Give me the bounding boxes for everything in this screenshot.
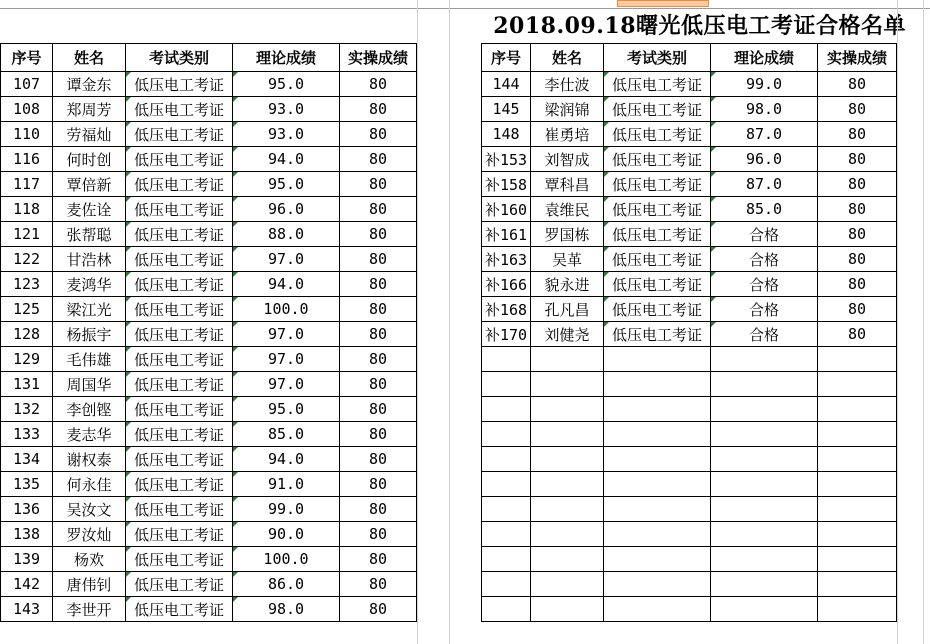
table-row [1, 572, 417, 597]
cell-theory[interactable]: 86.0 [233, 572, 340, 597]
empty-cell[interactable] [482, 497, 531, 522]
cell-no[interactable]: 补168 [482, 297, 531, 322]
empty-cell[interactable] [531, 522, 604, 547]
roster-table-right [481, 43, 897, 622]
cell-name[interactable]: 罗国栋 [531, 222, 604, 247]
cell-practice[interactable]: 80 [340, 247, 417, 272]
table-row [1, 472, 417, 497]
cell-category[interactable]: 低压电工考证 [126, 147, 233, 172]
cell-category[interactable]: 低压电工考证 [604, 122, 711, 147]
cell-practice[interactable]: 80 [340, 97, 417, 122]
cell-theory[interactable]: 93.0 [233, 122, 340, 147]
empty-row [482, 397, 897, 422]
empty-cell[interactable] [711, 422, 818, 447]
header-category[interactable]: 考试类别 [126, 44, 233, 72]
empty-cell[interactable] [818, 372, 897, 397]
empty-cell[interactable] [604, 522, 711, 547]
cell-category[interactable]: 低压电工考证 [126, 322, 233, 347]
cell-practice[interactable]: 80 [340, 572, 417, 597]
cell-category[interactable]: 低压电工考证 [126, 122, 233, 147]
header-row [482, 44, 897, 72]
table-row [1, 372, 417, 397]
cell-theory[interactable]: 90.0 [233, 522, 340, 547]
empty-cell[interactable] [531, 547, 604, 572]
empty-cell[interactable] [482, 347, 531, 372]
cell-theory[interactable]: 85.0 [711, 197, 818, 222]
cell-name[interactable]: 甘浩林 [53, 247, 126, 272]
table-row [1, 347, 417, 372]
cell-category[interactable]: 低压电工考证 [126, 572, 233, 597]
cell-category[interactable]: 低压电工考证 [126, 372, 233, 397]
cell-practice[interactable]: 80 [340, 122, 417, 147]
cell-no[interactable]: 116 [1, 147, 53, 172]
cell-practice[interactable]: 80 [340, 397, 417, 422]
cell-theory[interactable]: 88.0 [233, 222, 340, 247]
empty-cell[interactable] [482, 597, 531, 622]
cell-practice[interactable]: 80 [340, 372, 417, 397]
cell-category[interactable]: 低压电工考证 [604, 272, 711, 297]
cell-name[interactable]: 何时创 [53, 147, 126, 172]
cell-category[interactable]: 低压电工考证 [604, 147, 711, 172]
cell-theory[interactable]: 97.0 [233, 322, 340, 347]
cell-theory[interactable]: 96.0 [233, 197, 340, 222]
empty-cell[interactable] [482, 522, 531, 547]
cell-category[interactable]: 低压电工考证 [126, 422, 233, 447]
sheet-title: 2018.09.18曙光低压电工考证合格名单 [493, 13, 906, 39]
empty-cell[interactable] [604, 372, 711, 397]
cell-category[interactable]: 低压电工考证 [126, 347, 233, 372]
cell-no[interactable]: 补153 [482, 147, 531, 172]
cell-name[interactable]: 刘智成 [531, 147, 604, 172]
cell-name[interactable]: 梁润锦 [531, 97, 604, 122]
cell-practice[interactable]: 80 [340, 472, 417, 497]
table-row [1, 272, 417, 297]
empty-cell[interactable] [711, 572, 818, 597]
cell-name[interactable]: 毛伟雄 [53, 347, 126, 372]
empty-row [482, 497, 897, 522]
cell-name[interactable]: 杨振宇 [53, 322, 126, 347]
empty-cell[interactable] [711, 397, 818, 422]
cell-practice[interactable]: 80 [340, 547, 417, 572]
cell-theory[interactable]: 99.0 [711, 72, 818, 97]
empty-cell[interactable] [531, 422, 604, 447]
header-practice[interactable]: 实操成绩 [818, 44, 897, 72]
empty-cell[interactable] [818, 597, 897, 622]
cell-category[interactable]: 低压电工考证 [126, 547, 233, 572]
cell-practice[interactable]: 80 [818, 222, 897, 247]
empty-cell[interactable] [531, 472, 604, 497]
cell-no[interactable]: 补160 [482, 197, 531, 222]
cell-name[interactable]: 袁维民 [531, 197, 604, 222]
cell-category[interactable]: 低压电工考证 [126, 247, 233, 272]
empty-cell[interactable] [482, 572, 531, 597]
cell-theory[interactable]: 96.0 [711, 147, 818, 172]
cell-practice[interactable]: 80 [818, 322, 897, 347]
cell-no[interactable]: 148 [482, 122, 531, 147]
table-row [482, 272, 897, 297]
empty-cell[interactable] [531, 572, 604, 597]
cell-no[interactable]: 134 [1, 447, 53, 472]
cell-no[interactable]: 补158 [482, 172, 531, 197]
cell-name[interactable]: 梁江光 [53, 297, 126, 322]
cell-name[interactable]: 吴汝文 [53, 497, 126, 522]
table-row [1, 247, 417, 272]
cell-practice[interactable]: 80 [818, 197, 897, 222]
cell-practice[interactable]: 80 [340, 597, 417, 622]
empty-cell[interactable] [482, 397, 531, 422]
cell-name[interactable]: 谢权泰 [53, 447, 126, 472]
empty-cell[interactable] [711, 522, 818, 547]
cell-no[interactable]: 139 [1, 547, 53, 572]
table-row [482, 222, 897, 247]
empty-row [482, 522, 897, 547]
cell-no[interactable]: 117 [1, 172, 53, 197]
cell-no[interactable]: 144 [482, 72, 531, 97]
cell-no[interactable]: 145 [482, 97, 531, 122]
cell-theory[interactable]: 95.0 [233, 172, 340, 197]
cell-name[interactable]: 杨欢 [53, 547, 126, 572]
cell-category[interactable]: 低压电工考证 [126, 522, 233, 547]
cell-no[interactable]: 107 [1, 72, 53, 97]
table-row [1, 147, 417, 172]
cell-category[interactable]: 低压电工考证 [126, 297, 233, 322]
empty-cell[interactable] [604, 547, 711, 572]
empty-cell[interactable] [604, 597, 711, 622]
cell-name[interactable]: 唐伟钊 [53, 572, 126, 597]
cell-theory[interactable]: 87.0 [711, 122, 818, 147]
empty-cell[interactable] [818, 572, 897, 597]
cell-practice[interactable]: 80 [340, 422, 417, 447]
cell-practice[interactable]: 80 [340, 497, 417, 522]
cell-practice[interactable]: 80 [818, 272, 897, 297]
empty-cell[interactable] [531, 347, 604, 372]
table-row [482, 172, 897, 197]
cell-no[interactable]: 122 [1, 247, 53, 272]
cell-no[interactable]: 110 [1, 122, 53, 147]
empty-cell[interactable] [818, 547, 897, 572]
cell-practice[interactable]: 80 [340, 447, 417, 472]
cell-name[interactable]: 劳福灿 [53, 122, 126, 147]
cell-name[interactable]: 周国华 [53, 372, 126, 397]
cell-theory[interactable]: 合格 [711, 247, 818, 272]
empty-cell[interactable] [711, 447, 818, 472]
cell-theory[interactable]: 97.0 [233, 372, 340, 397]
empty-cell[interactable] [711, 372, 818, 397]
cell-name[interactable]: 何永佳 [53, 472, 126, 497]
empty-cell[interactable] [818, 522, 897, 547]
cell-no[interactable]: 121 [1, 222, 53, 247]
empty-cell[interactable] [604, 397, 711, 422]
table-row [482, 247, 897, 272]
cell-practice[interactable]: 80 [340, 522, 417, 547]
cell-practice[interactable]: 80 [340, 197, 417, 222]
cell-theory[interactable]: 97.0 [233, 347, 340, 372]
table-row [1, 297, 417, 322]
cell-no[interactable]: 136 [1, 497, 53, 522]
cell-theory[interactable]: 100.0 [233, 297, 340, 322]
cell-name[interactable]: 刘健尧 [531, 322, 604, 347]
header-name[interactable]: 姓名 [53, 44, 126, 72]
cell-theory[interactable]: 95.0 [233, 72, 340, 97]
header-row [1, 44, 417, 72]
cell-no[interactable]: 补170 [482, 322, 531, 347]
cell-no[interactable]: 108 [1, 97, 53, 122]
cell-name[interactable]: 李创铿 [53, 397, 126, 422]
cell-theory[interactable]: 85.0 [233, 422, 340, 447]
table-row [1, 597, 417, 622]
cell-category[interactable]: 低压电工考证 [126, 497, 233, 522]
empty-row [482, 547, 897, 572]
cell-practice[interactable]: 80 [340, 222, 417, 247]
cell-category[interactable]: 低压电工考证 [604, 247, 711, 272]
cell-theory[interactable]: 91.0 [233, 472, 340, 497]
cell-practice[interactable]: 80 [818, 72, 897, 97]
table-row [1, 197, 417, 222]
cell-name[interactable]: 貌永进 [531, 272, 604, 297]
table-row [1, 522, 417, 547]
empty-cell[interactable] [711, 347, 818, 372]
empty-cell[interactable] [482, 447, 531, 472]
cell-category[interactable]: 低压电工考证 [604, 197, 711, 222]
table-row [1, 397, 417, 422]
cell-name[interactable]: 罗汝灿 [53, 522, 126, 547]
cell-no[interactable]: 128 [1, 322, 53, 347]
cell-practice[interactable]: 80 [818, 147, 897, 172]
empty-row [482, 472, 897, 497]
table-row [482, 197, 897, 222]
cell-name[interactable]: 李世开 [53, 597, 126, 622]
cell-no[interactable]: 133 [1, 422, 53, 447]
header-theory[interactable]: 理论成绩 [233, 44, 340, 72]
cell-theory[interactable]: 合格 [711, 222, 818, 247]
cell-practice[interactable]: 80 [818, 172, 897, 197]
cell-category[interactable]: 低压电工考证 [126, 172, 233, 197]
cell-theory[interactable]: 95.0 [233, 397, 340, 422]
previous-row-strip [0, 0, 930, 9]
cell-name[interactable]: 张帮聪 [53, 222, 126, 247]
cell-name[interactable]: 麦佐诠 [53, 197, 126, 222]
cell-theory[interactable]: 合格 [711, 297, 818, 322]
gridline [897, 0, 898, 644]
empty-cell[interactable] [711, 497, 818, 522]
empty-cell[interactable] [818, 447, 897, 472]
empty-row [482, 572, 897, 597]
cell-practice[interactable]: 80 [340, 72, 417, 97]
empty-cell[interactable] [818, 497, 897, 522]
table-row [1, 422, 417, 447]
empty-cell[interactable] [604, 572, 711, 597]
table-row [1, 497, 417, 522]
empty-cell[interactable] [604, 347, 711, 372]
cell-no[interactable]: 135 [1, 472, 53, 497]
empty-cell[interactable] [482, 547, 531, 572]
cell-category[interactable]: 低压电工考证 [604, 72, 711, 97]
table-row [1, 322, 417, 347]
table-row [482, 147, 897, 172]
cell-name[interactable]: 麦鸿华 [53, 272, 126, 297]
cell-theory[interactable]: 87.0 [711, 172, 818, 197]
empty-cell[interactable] [482, 472, 531, 497]
cell-no[interactable]: 125 [1, 297, 53, 322]
table-row [1, 447, 417, 472]
cell-category[interactable]: 低压电工考证 [126, 397, 233, 422]
cell-category[interactable]: 低压电工考证 [126, 197, 233, 222]
table-row [1, 172, 417, 197]
empty-cell[interactable] [711, 547, 818, 572]
cell-category[interactable]: 低压电工考证 [126, 597, 233, 622]
cell-name[interactable]: 吴革 [531, 247, 604, 272]
empty-cell[interactable] [604, 472, 711, 497]
cell-practice[interactable]: 80 [340, 322, 417, 347]
empty-cell[interactable] [604, 422, 711, 447]
empty-cell[interactable] [482, 422, 531, 447]
cell-theory[interactable]: 94.0 [233, 272, 340, 297]
empty-cell[interactable] [531, 597, 604, 622]
cell-category[interactable]: 低压电工考证 [604, 97, 711, 122]
table-row [482, 122, 897, 147]
cell-practice[interactable]: 80 [340, 147, 417, 172]
empty-cell[interactable] [818, 472, 897, 497]
cell-practice[interactable]: 80 [818, 122, 897, 147]
empty-cell[interactable] [531, 447, 604, 472]
gridline [449, 0, 450, 644]
cell-practice[interactable]: 80 [340, 347, 417, 372]
empty-cell[interactable] [604, 447, 711, 472]
empty-cell[interactable] [711, 597, 818, 622]
cell-no[interactable]: 补163 [482, 247, 531, 272]
cell-no[interactable]: 补166 [482, 272, 531, 297]
cell-theory[interactable]: 100.0 [233, 547, 340, 572]
cell-theory[interactable]: 98.0 [233, 597, 340, 622]
table-row [482, 322, 897, 347]
table-row [1, 547, 417, 572]
empty-row [482, 597, 897, 622]
cell-practice[interactable]: 80 [818, 97, 897, 122]
header-no[interactable]: 序号 [1, 44, 53, 72]
cell-category[interactable]: 低压电工考证 [126, 97, 233, 122]
table-row [482, 97, 897, 122]
cell-category[interactable]: 低压电工考证 [126, 472, 233, 497]
table-row [1, 222, 417, 247]
table-row [1, 122, 417, 147]
cell-practice[interactable]: 80 [818, 297, 897, 322]
cell-theory[interactable]: 99.0 [233, 497, 340, 522]
cell-name[interactable]: 麦志华 [53, 422, 126, 447]
cell-theory[interactable]: 98.0 [711, 97, 818, 122]
cell-name[interactable]: 孔凡昌 [531, 297, 604, 322]
cell-category[interactable]: 低压电工考证 [126, 222, 233, 247]
table-row [1, 97, 417, 122]
cell-name[interactable]: 郑周芳 [53, 97, 126, 122]
cell-theory[interactable]: 合格 [711, 272, 818, 297]
cell-no[interactable]: 142 [1, 572, 53, 597]
table-row [482, 297, 897, 322]
cell-category[interactable]: 低压电工考证 [126, 272, 233, 297]
empty-cell[interactable] [531, 397, 604, 422]
cell-theory[interactable]: 94.0 [233, 147, 340, 172]
empty-cell[interactable] [482, 372, 531, 397]
cell-practice[interactable]: 80 [340, 272, 417, 297]
cell-theory[interactable]: 93.0 [233, 97, 340, 122]
cell-name[interactable]: 谭金东 [53, 72, 126, 97]
gridline [923, 0, 924, 644]
roster-table-left [0, 43, 417, 622]
table-row [482, 72, 897, 97]
cell-name[interactable]: 覃科昌 [531, 172, 604, 197]
cell-category[interactable]: 低压电工考证 [604, 297, 711, 322]
cell-no[interactable]: 132 [1, 397, 53, 422]
empty-cell[interactable] [711, 472, 818, 497]
empty-cell[interactable] [604, 497, 711, 522]
header-practice[interactable]: 实操成绩 [340, 44, 417, 72]
cell-category[interactable]: 低压电工考证 [604, 222, 711, 247]
cell-no[interactable]: 131 [1, 372, 53, 397]
header-theory[interactable]: 理论成绩 [711, 44, 818, 72]
empty-cell[interactable] [818, 397, 897, 422]
cell-practice[interactable]: 80 [340, 172, 417, 197]
cell-no[interactable]: 118 [1, 197, 53, 222]
empty-cell[interactable] [531, 497, 604, 522]
cell-theory[interactable]: 合格 [711, 322, 818, 347]
empty-cell[interactable] [531, 372, 604, 397]
cell-no[interactable]: 123 [1, 272, 53, 297]
cell-theory[interactable]: 94.0 [233, 447, 340, 472]
header-category[interactable]: 考试类别 [604, 44, 711, 72]
cell-category[interactable]: 低压电工考证 [604, 172, 711, 197]
cell-no[interactable]: 129 [1, 347, 53, 372]
cell-practice[interactable]: 80 [818, 247, 897, 272]
cell-name[interactable]: 崔勇培 [531, 122, 604, 147]
cell-no[interactable]: 143 [1, 597, 53, 622]
empty-row [482, 422, 897, 447]
cell-no[interactable]: 补161 [482, 222, 531, 247]
cell-category[interactable]: 低压电工考证 [126, 447, 233, 472]
cell-name[interactable]: 李仕波 [531, 72, 604, 97]
empty-cell[interactable] [818, 422, 897, 447]
table-row [1, 72, 417, 97]
cell-no[interactable]: 138 [1, 522, 53, 547]
empty-row [482, 347, 897, 372]
cell-category[interactable]: 低压电工考证 [604, 322, 711, 347]
cell-practice[interactable]: 80 [340, 297, 417, 322]
header-name[interactable]: 姓名 [531, 44, 604, 72]
cell-category[interactable]: 低压电工考证 [126, 72, 233, 97]
selected-cell[interactable] [617, 0, 709, 7]
cell-name[interactable]: 覃倍新 [53, 172, 126, 197]
cell-theory[interactable]: 97.0 [233, 247, 340, 272]
empty-row [482, 372, 897, 397]
empty-cell[interactable] [818, 347, 897, 372]
header-no[interactable]: 序号 [482, 44, 531, 72]
gridline [417, 0, 418, 644]
empty-row [482, 447, 897, 472]
